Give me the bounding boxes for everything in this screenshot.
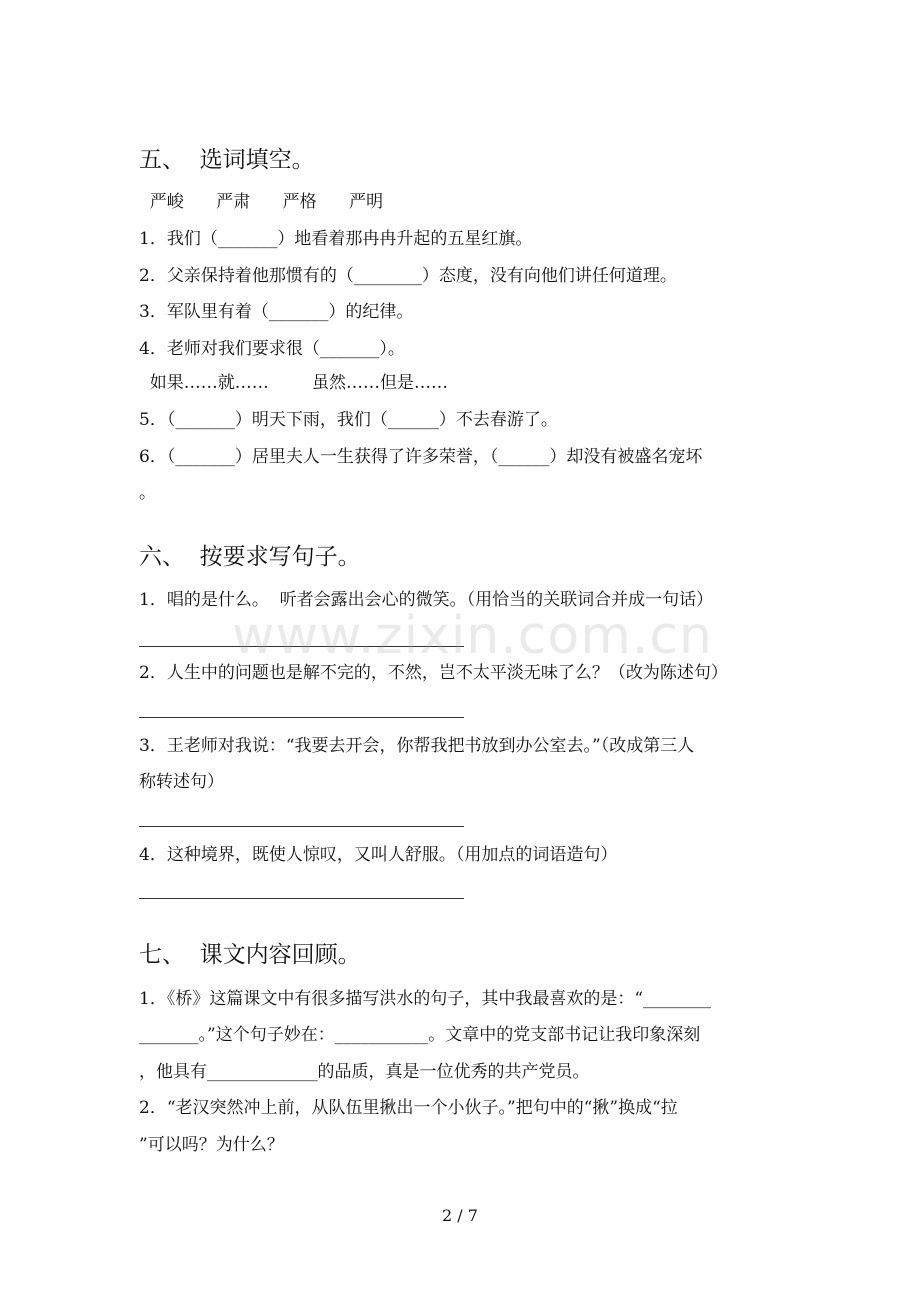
question-6-2: 2．人生中的问题也是解不完的，不然，岂不太平淡无味了么？（改为陈述句） xyxy=(139,663,728,683)
word-bank-2: 如果……就…… 虽然……但是…… xyxy=(139,373,449,393)
section-5-title: 五、 选词填空。 xyxy=(139,147,315,173)
question-5-4: 4．老师对我们要求很（_______）。 xyxy=(139,339,405,359)
question-6-3: 3．王老师对我说：“我要去开会，你帮我把书放到办公室去。”（改成第三人 xyxy=(139,736,695,756)
watermark: www.zixin.com.cn xyxy=(232,606,713,666)
question-5-2: 2．父亲保持着他那惯有的（________）态度，没有向他们讲任何道理。 xyxy=(139,266,677,286)
word-bank-1: 严峻 严肃 严格 严明 xyxy=(139,192,384,212)
question-7-1-line-3: ，他具有_____________的品质，真是一位优秀的共产党员。 xyxy=(139,1062,590,1082)
section-7-title: 七、 课文内容回顾。 xyxy=(139,942,361,968)
question-5-5: 5．（_______）明天下雨，我们（______）不去春游了。 xyxy=(139,410,558,430)
question-7-1-line-2: _______。”这个句子妙在：___________。文章中的党支部书记让我印象深刻 xyxy=(139,1025,701,1045)
answer-line-6-2[interactable] xyxy=(139,717,464,718)
question-6-1: 1．唱的是什么。 听者会露出会心的微笑。（用恰当的关联词合并成一句话） xyxy=(139,590,714,610)
question-5-6-continued: 。 xyxy=(139,483,156,503)
page-number: 2 / 7 xyxy=(442,1206,478,1225)
question-5-3: 3．军队里有着（_______）的纪律。 xyxy=(139,302,414,322)
question-5-6: 6．（_______）居里夫人一生获得了许多荣誉，（______）却没有被盛名宠坏 xyxy=(139,447,703,467)
answer-line-6-3[interactable] xyxy=(139,826,464,827)
section-6-title: 六、 按要求写句子。 xyxy=(139,544,361,570)
question-7-2-continued: ”可以吗？为什么？ xyxy=(139,1135,284,1155)
answer-line-6-4[interactable] xyxy=(139,898,464,899)
question-6-3-continued: 称转述句） xyxy=(139,772,224,792)
question-5-1: 1．我们（_______）地看着那冉冉升起的五星红旗。 xyxy=(139,229,533,249)
question-6-4: 4．这种境界，既使人惊叹，又叫人舒服。（用加点的词语造句） xyxy=(139,845,618,865)
question-7-2: 2．“老汉突然冲上前，从队伍里揪出一个小伙子。”把句中的“揪”换成“拉 xyxy=(139,1098,678,1118)
question-7-1: 1．《桥》这篇课文中有很多描写洪水的句子，其中我最喜欢的是：“________ xyxy=(139,989,712,1009)
